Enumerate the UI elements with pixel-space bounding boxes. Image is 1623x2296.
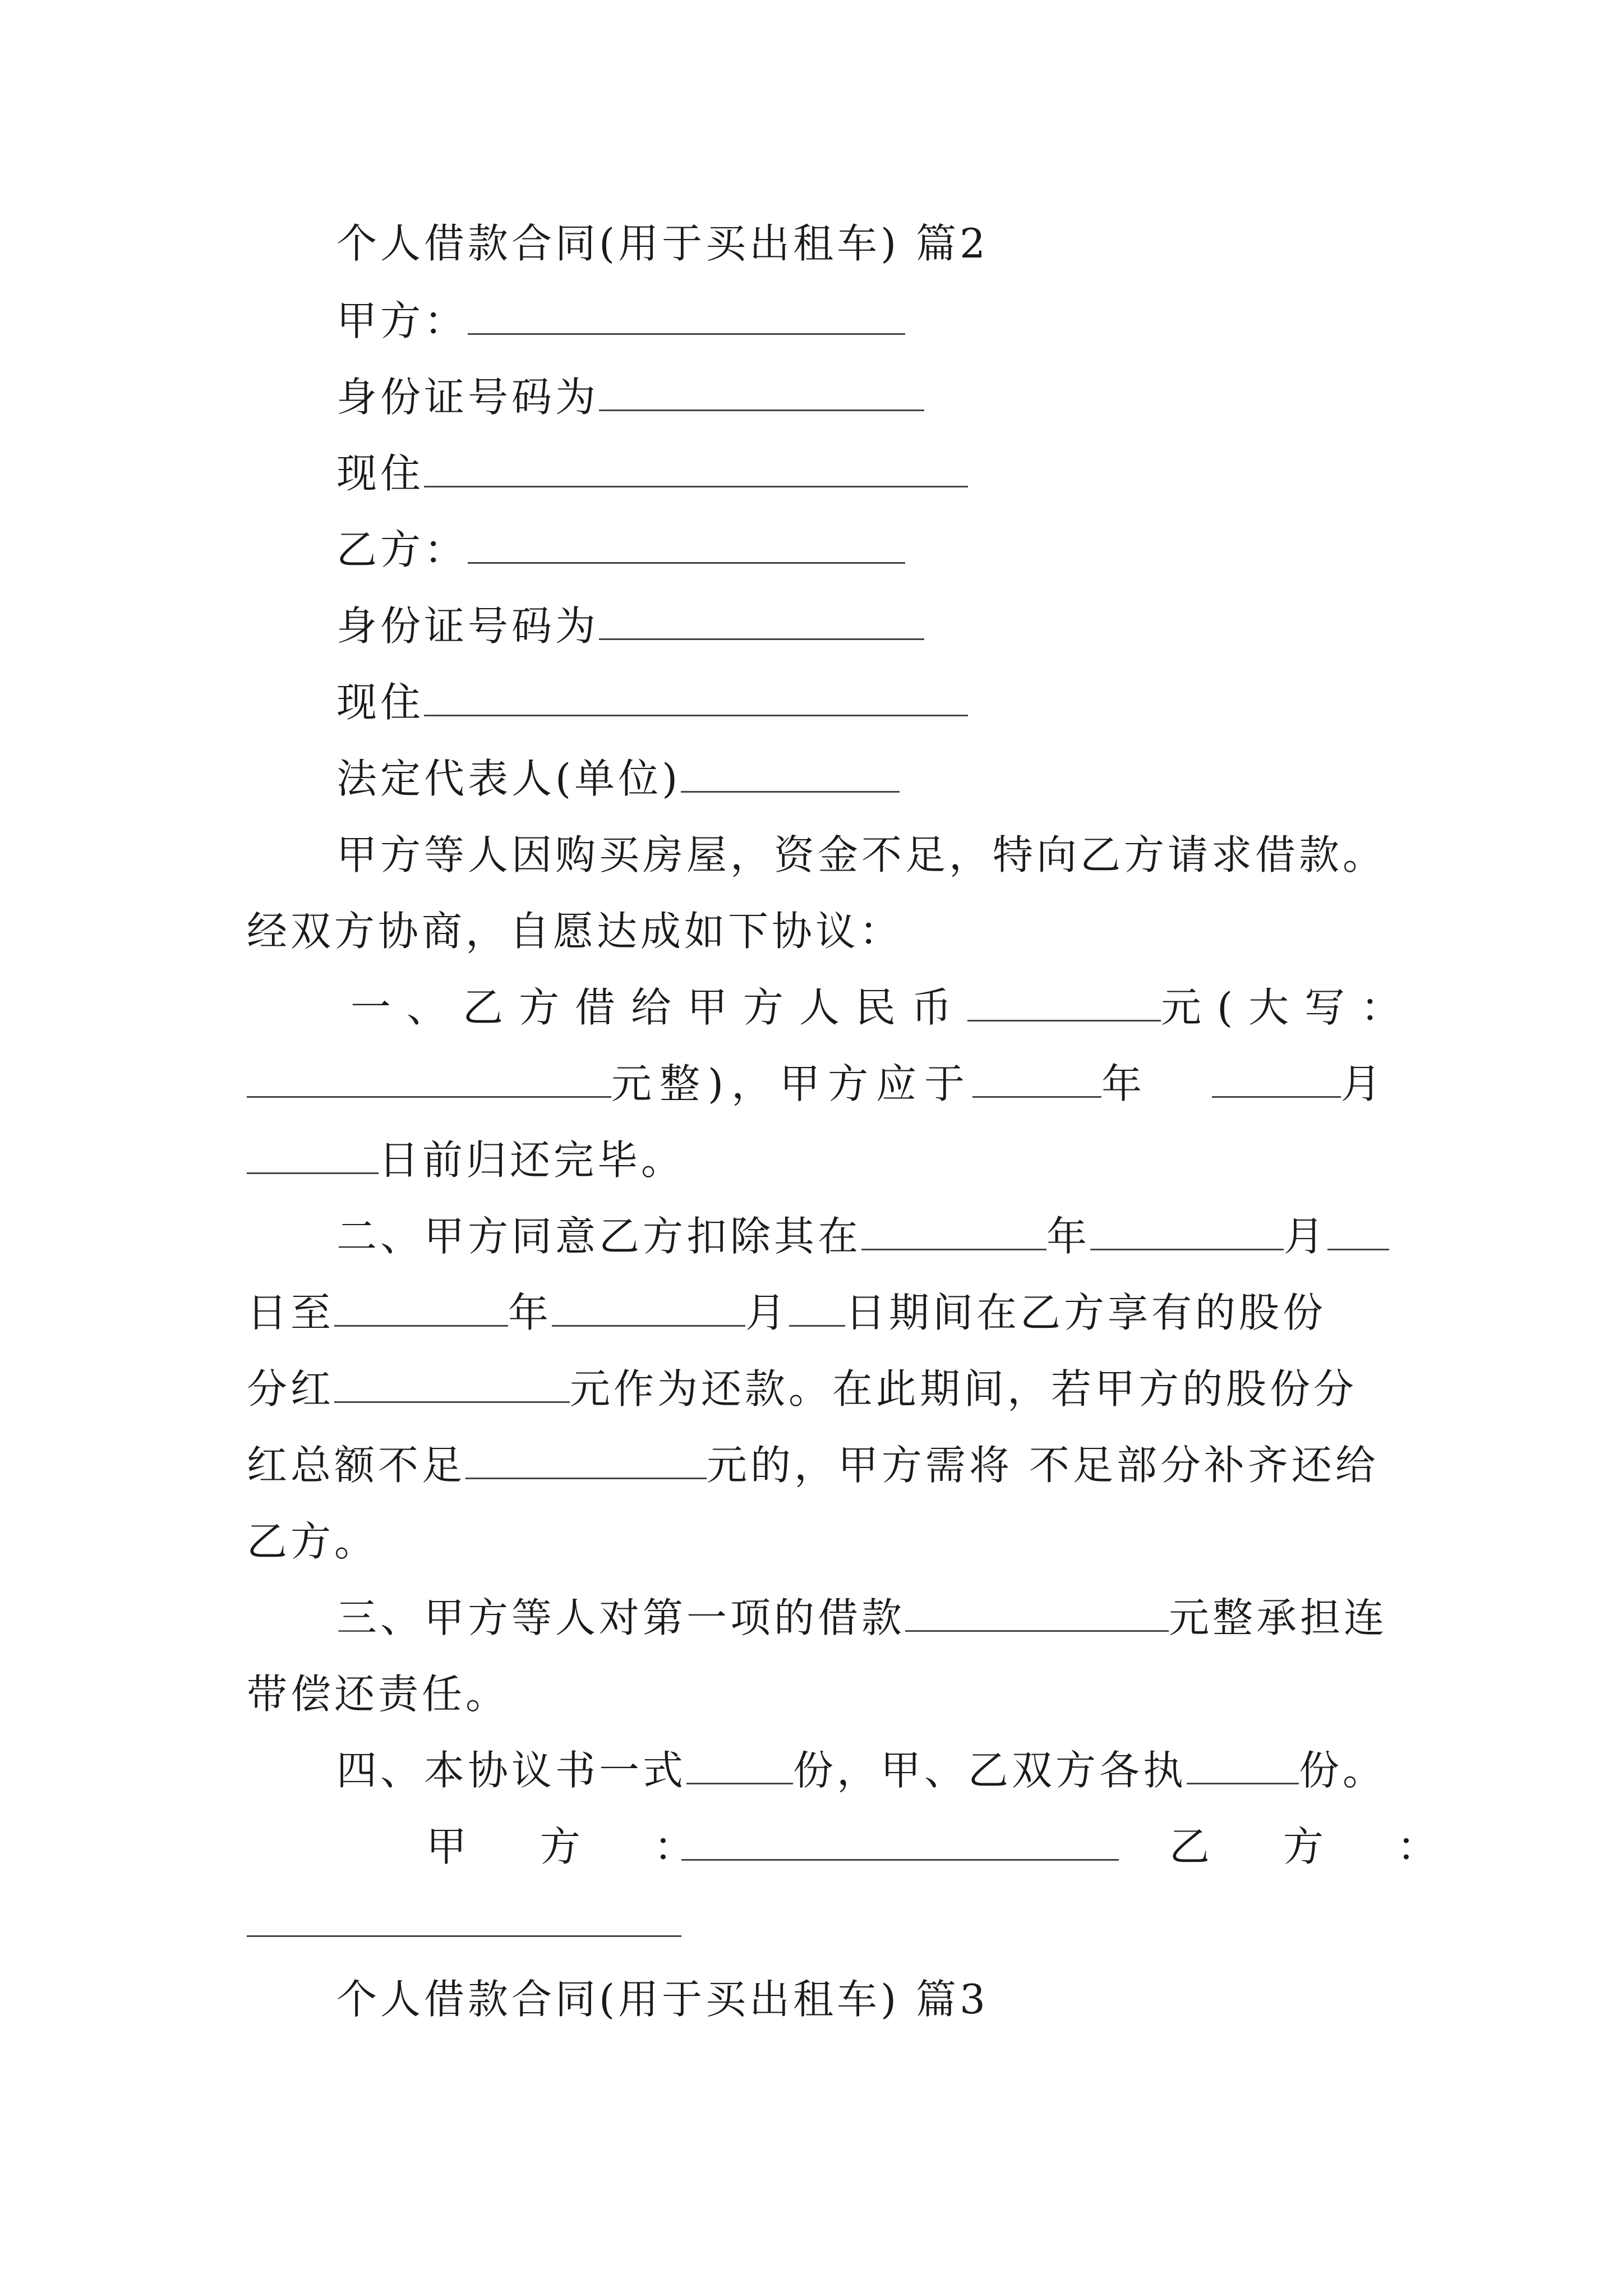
- clause-3-line-2: [247, 1671, 510, 1718]
- clause-2-line-5: [247, 1518, 379, 1565]
- clause-text: 三、甲方等人对第一项的借款: [336, 1594, 906, 1641]
- month-blank: [1090, 1216, 1284, 1250]
- clause-text: 年: [1046, 1213, 1091, 1260]
- month-blank: [1212, 1064, 1341, 1098]
- day-blank: [247, 1140, 379, 1174]
- clause-text: 元整)，甲方应于: [611, 1060, 973, 1107]
- signature-blank-a: [681, 1826, 1119, 1861]
- id-label: 身份证号码为: [336, 374, 600, 421]
- clause-text: 一、乙方借给甲方人民币: [351, 984, 968, 1031]
- clause-text: 份。: [1299, 1747, 1387, 1794]
- clause-text: 月: [1340, 1060, 1389, 1107]
- title-text: 个人借款合同(用于买出租车) 篇3: [336, 1976, 989, 2023]
- signature-label-b: 乙 方 ：: [1169, 1823, 1468, 1870]
- signature-party-a: [426, 1823, 725, 1870]
- clause-text: 乙方。: [247, 1518, 379, 1565]
- id-blank: [599, 606, 924, 640]
- clause-2-line-3: [247, 1365, 1358, 1412]
- copies-blank: [686, 1750, 793, 1784]
- signature-party-b: [1169, 1823, 1468, 1870]
- address-blank: [424, 453, 968, 487]
- clause-text: 份，甲、乙双方各执: [793, 1747, 1187, 1794]
- party-a-label: 甲方：: [336, 297, 468, 344]
- clause-text: 元(大写：: [1161, 984, 1417, 1031]
- party-a-blank: [468, 301, 905, 335]
- clause-2-line-2: [247, 1289, 1327, 1336]
- clause-text: 元整承担连: [1169, 1594, 1388, 1641]
- address-label: 现住: [336, 450, 425, 497]
- amount-words-blank: [247, 1064, 611, 1098]
- clause-text: 日前归还完毕。: [379, 1137, 685, 1184]
- liability-amount-blank: [905, 1598, 1169, 1632]
- signature-blank-b-wrap: [247, 1903, 681, 1943]
- party-a-address-line: [336, 450, 968, 497]
- clause-1-line-2: [247, 1060, 1389, 1107]
- copies-each-blank: [1187, 1750, 1299, 1784]
- month-blank: [552, 1292, 745, 1327]
- clause-1-line-3: [247, 1137, 685, 1184]
- clause-text: 日期间在乙方享有的股份: [845, 1289, 1327, 1336]
- clause-text: 月: [1284, 1213, 1328, 1260]
- clause-4-line: [336, 1747, 1387, 1794]
- intro-text: 经双方协商，自愿达成如下协议：: [247, 908, 903, 955]
- year-blank: [334, 1292, 508, 1327]
- shortfall-blank: [465, 1445, 707, 1479]
- clause-text: 年: [1101, 1060, 1150, 1107]
- intro-line-2: [247, 908, 903, 955]
- year-blank: [861, 1216, 1046, 1250]
- clause-text: 月: [745, 1289, 790, 1336]
- day-blank: [789, 1292, 845, 1327]
- party-b-blank: [468, 530, 905, 564]
- legal-rep-line: [336, 755, 900, 802]
- clause-text: 年: [508, 1289, 552, 1336]
- day-blank: [1327, 1216, 1389, 1250]
- party-b-label: 乙方：: [336, 526, 468, 573]
- party-a-id-line: [336, 374, 924, 421]
- address-label: 现住: [336, 679, 425, 726]
- signature-blank-b: [247, 1903, 681, 1937]
- party-b-line: [336, 526, 905, 573]
- intro-text: 甲方等人因购买房屋，资金不足，特向乙方请求借款。: [336, 831, 1387, 878]
- clause-2-line-4: [247, 1442, 1379, 1489]
- clause-text: 元作为还款。在此期间，若甲方的股份分: [570, 1365, 1358, 1412]
- clause-text: 日至: [247, 1289, 335, 1336]
- party-a-line: [336, 297, 905, 344]
- party-b-address-line: [336, 679, 968, 726]
- id-blank: [599, 377, 924, 411]
- clause-3-line-1: [336, 1594, 1388, 1641]
- amount-blank: [967, 987, 1161, 1022]
- id-label: 身份证号码为: [336, 602, 600, 650]
- intro-line-1: [336, 831, 1387, 878]
- signature-blank-a-wrap: [681, 1826, 1119, 1867]
- party-b-id-line: [336, 602, 924, 650]
- address-blank: [424, 682, 968, 716]
- clause-2-line-1: [336, 1213, 1389, 1260]
- clause-text: 红总额不足: [247, 1442, 466, 1489]
- signature-label-a: 甲 方 ：: [426, 1823, 725, 1870]
- clause-text: 带偿还责任。: [247, 1671, 510, 1718]
- legal-rep-blank: [681, 758, 900, 793]
- title-text: 个人借款合同(用于买出租车) 篇2: [336, 220, 989, 267]
- clause-text: 分红: [247, 1365, 335, 1412]
- legal-rep-label: 法定代表人(单位): [336, 755, 681, 802]
- year-blank: [972, 1064, 1101, 1098]
- section-title-2: [336, 220, 989, 267]
- clause-text: 元的，甲方需将 不足部分补齐还给: [707, 1442, 1379, 1489]
- dividend-blank: [334, 1369, 570, 1403]
- section-title-3: [336, 1976, 989, 2023]
- clause-1-line-1: [351, 984, 1417, 1031]
- clause-text: 二、甲方同意乙方扣除其在: [336, 1213, 862, 1260]
- clause-text: 四、本协议书一式: [336, 1747, 687, 1794]
